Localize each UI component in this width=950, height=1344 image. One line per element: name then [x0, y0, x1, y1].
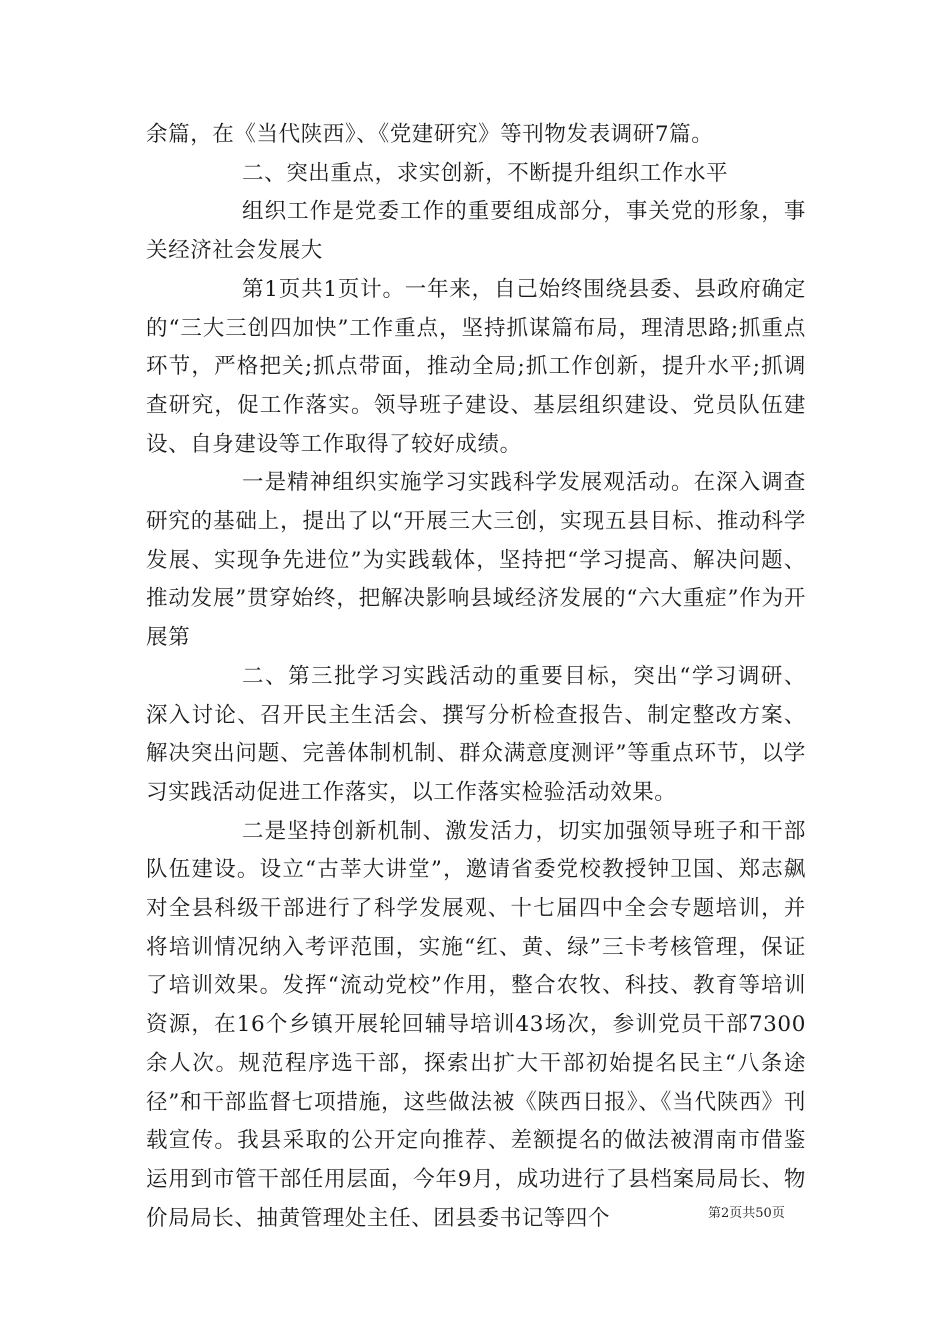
paragraph: 二是坚持创新机制、激发活力，切实加强领导班子和干部队伍建设。设立“古莘大讲堂”，邀请省委党校教授钟卫国、郑志飙对全县科级干部进行了科学发展观、十七届四中全会专题培训，并将培训情况纳入考评范围，实施“红、黄、绿”三卡考核管理，保证了培训效果。发挥“流动党校”作用，整合农牧、科技、教育等培训资源，在16个乡镇开展轮回辅导培训43场次，参训党员干部7300余人次。规范程序选干部，探索出扩大干部初始提名民主“八条途径”和干部监督七项措施，这些做法被《陕西日报》、《当代陕西》刊载宣传。我县采取的公开定向推荐、差额提名的做法被渭南市借鉴运用到市管干部任用层面，今年9月，成功进行了县档案局局长、物价局局长、抽黄管理处主任、团县委书记等四个 [146, 818, 806, 1231]
section-heading: 二、突出重点，求实创新，不断提升组织工作水平 [242, 160, 729, 186]
document-body [146, 116, 806, 1238]
paragraph: 第1页共1页计。一年来，自己始终围绕县委、县政府确定的“三大三创四加快”工作重点，坚持抓谋篇布局，理清思路;抓重点环节，严格把关;抓点带面，推动全局;抓工作创新，提升水平;抓调查研究，促工作落实。领导班子建设、基层组织建设、党员队伍建设、自身建设等工作取得了较好成绩。 [146, 276, 806, 457]
paragraph: 一是精神组织实施学习实践科学发展观活动。在深入调查研究的基础上，提出了以“开展三大三创，实现五县目标、推动科学发展、实现争先进位”为实践载体，坚持把“学习提高、解决问题、推动发展”贯穿始终，把解决影响县域经济发展的“六大重症”作为开展第 [146, 470, 806, 651]
paragraph-continuation: 余篇，在《当代陕西》、《党建研究》等刊物发表调研7篇。 [146, 122, 714, 147]
page-number-footer: 第2页共50页 [708, 1206, 785, 1221]
paragraph: 组织工作是党委工作的重要组成部分，事关党的形象，事关经济社会发展大 [146, 199, 806, 264]
paragraph: 二、第三批学习实践活动的重要目标，突出“学习调研、深入讨论、召开民主生活会、撰写分析检查报告、制定整改方案、解决突出问题、完善体制机制、群众满意度测评”等重点环节，以学习实践活动促进工作落实，以工作落实检验活动效果。 [146, 663, 806, 805]
